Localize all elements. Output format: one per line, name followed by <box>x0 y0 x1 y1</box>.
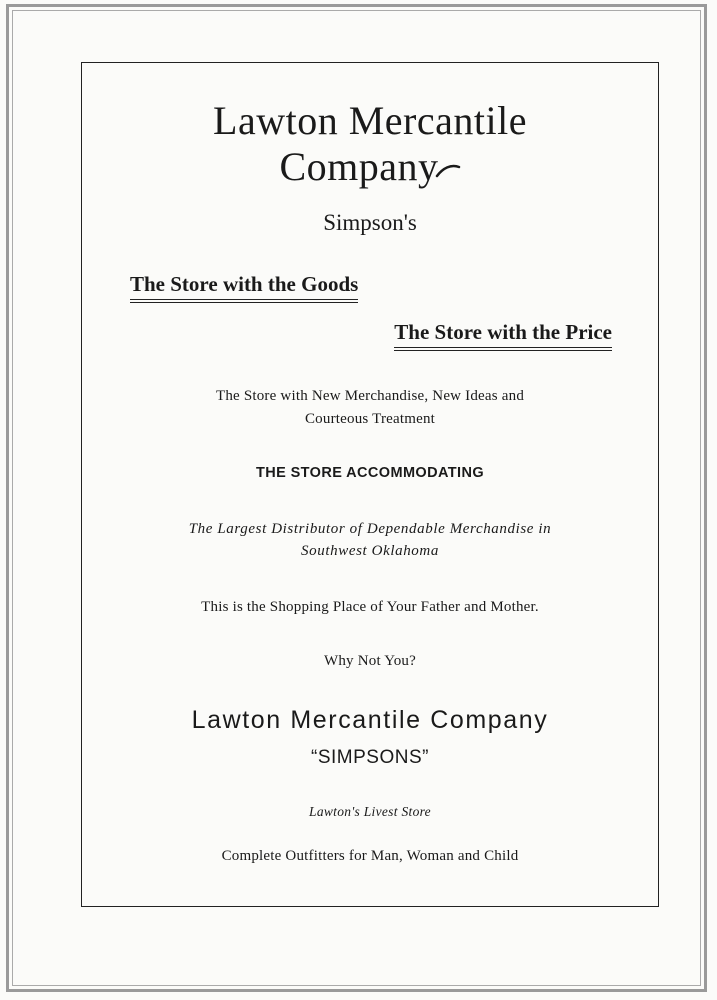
company-title-line2 <box>82 144 658 189</box>
company-title-word: Company <box>279 144 439 189</box>
shopping-place-text: This is the Shopping Place of Your Father and Mother. <box>201 599 539 615</box>
slogan-price: The Store with the Price <box>394 322 612 351</box>
merchandise-text <box>82 385 658 431</box>
closing-nickname: “SIMPSONS” <box>311 747 429 768</box>
accommodating-heading: THE STORE ACCOMMODATING <box>255 465 485 481</box>
outfitters-text: Complete Outfitters for Man, Woman and Child <box>221 848 519 864</box>
merchandise-line2: Courteous Treatment <box>304 411 436 427</box>
company-title-line1: Lawton Mercantile <box>213 98 527 143</box>
advertisement-box <box>81 62 659 907</box>
distributor-line2: Southwest Oklahoma <box>301 543 439 559</box>
closing-company-name: Lawton Mercantile Company <box>191 706 549 734</box>
distributor-text <box>82 518 658 562</box>
distributor-line1: The Largest Distributor of Dependable Merchandise in <box>188 521 552 537</box>
merchandise-line1: The Store with New Merchandise, New Ideas and <box>215 388 525 404</box>
swash-flourish-icon <box>435 160 461 182</box>
why-not-text: Why Not You? <box>324 653 416 669</box>
subtitle-simpsons: Simpson's <box>323 210 417 235</box>
slogan-goods: The Store with the Goods <box>130 274 358 303</box>
tagline-livest-store: Lawton's Livest Store <box>309 804 431 819</box>
